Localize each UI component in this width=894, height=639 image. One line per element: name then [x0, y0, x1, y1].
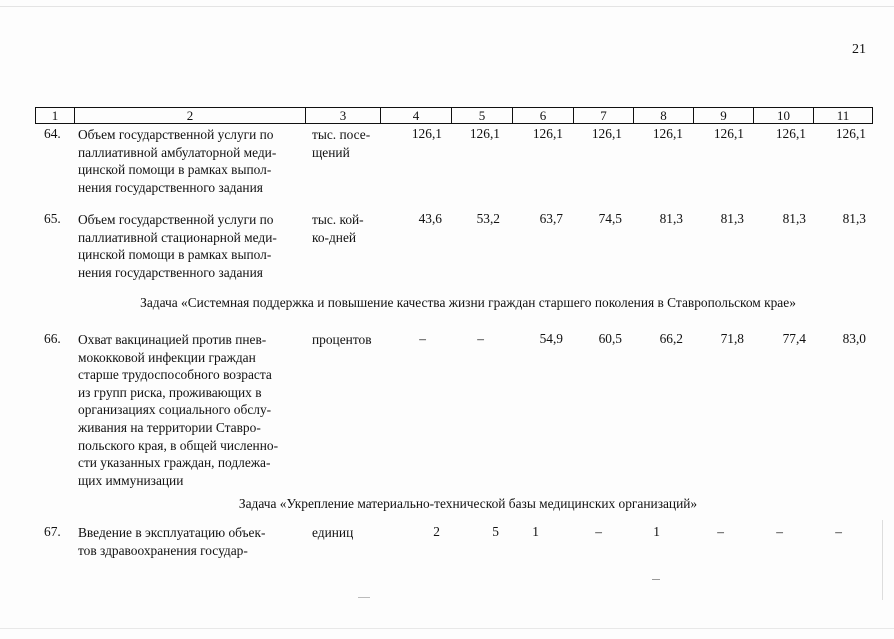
header-cell: 11: [814, 108, 873, 124]
scan-speck: [882, 520, 883, 600]
row-number: 65.: [44, 211, 61, 226]
header-cell: 4: [381, 108, 452, 124]
value-cell: 81,3: [782, 211, 806, 226]
row-unit: тыс. кой- ко-дней: [312, 212, 364, 245]
header-cell: 6: [513, 108, 574, 124]
value-cell: 2: [433, 524, 440, 539]
header-cell: 2: [75, 108, 306, 124]
value-cell: –: [595, 524, 602, 539]
value-cell: 126,1: [652, 126, 683, 141]
value-cell: 81,3: [842, 211, 866, 226]
value-cell: 74,5: [598, 211, 622, 226]
value-cell: 60,5: [598, 331, 622, 346]
value-cell: 126,1: [469, 126, 500, 141]
row-description: Введение в эксплуатацию объек- тов здравоохранения государ-: [78, 525, 266, 558]
scan-speck: [358, 597, 370, 598]
value-cell: –: [717, 524, 724, 539]
value-cell: 77,4: [782, 331, 806, 346]
value-cell: 81,3: [659, 211, 683, 226]
value-cell: 54,9: [539, 331, 563, 346]
value-cell: 71,8: [720, 331, 744, 346]
scan-speck: [0, 628, 894, 629]
page-number: 21: [852, 42, 866, 57]
value-cell: 53,2: [476, 211, 500, 226]
row-description: Объем государственной услуги по паллиативной амбулаторной меди- цинской помощи в рамках выпол- нения государственного задания: [78, 127, 277, 195]
header-cell: 5: [452, 108, 513, 124]
value-cell: 126,1: [591, 126, 622, 141]
task-heading: Задача «Системная поддержка и повышение качества жизни граждан старшего поколения в Ставропольском крае»: [140, 295, 796, 310]
value-cell: –: [477, 331, 484, 346]
value-cell: 43,6: [418, 211, 442, 226]
value-cell: 1: [532, 524, 539, 539]
row-unit: процентов: [312, 332, 372, 347]
value-cell: –: [419, 331, 426, 346]
value-cell: 63,7: [539, 211, 563, 226]
task-heading: Задача «Укрепление материально-технической базы медицинских организаций»: [238, 496, 698, 511]
value-cell: 126,1: [411, 126, 442, 141]
row-description: Объем государственной услуги по паллиативной стационарной меди- цинской помощи в рамках выпол- нения государственного задания: [78, 212, 277, 280]
value-cell: 81,3: [720, 211, 744, 226]
row-number: 67.: [44, 524, 61, 539]
value-cell: 126,1: [775, 126, 806, 141]
scan-speck: [0, 6, 894, 7]
value-cell: –: [776, 524, 783, 539]
header-cell: 7: [574, 108, 634, 124]
row-number: 66.: [44, 331, 61, 346]
header-row: [36, 108, 873, 124]
header-cell: 9: [694, 108, 754, 124]
column-header-table: [35, 107, 873, 124]
row-description: Охват вакцинацией против пнев- мококковой инфекции граждан старше трудоспособного возраста из групп риска, проживающих в организациях социального обслу- живания на территории Ставро- польского края, в общей численно- сти указанных граждан, подлежа- щих иммунизации: [78, 332, 279, 488]
header-cell: 3: [306, 108, 381, 124]
value-cell: 5: [492, 524, 499, 539]
value-cell: 126,1: [532, 126, 563, 141]
row-number: 64.: [44, 126, 61, 141]
header-cell: 1: [36, 108, 75, 124]
row-unit: единиц: [312, 525, 354, 540]
value-cell: 66,2: [659, 331, 683, 346]
value-cell: 1: [653, 524, 660, 539]
value-cell: 126,1: [835, 126, 866, 141]
row-unit: тыс. посе- щений: [312, 127, 371, 160]
value-cell: 83,0: [842, 331, 866, 346]
header-cell: 8: [634, 108, 694, 124]
value-cell: –: [835, 524, 842, 539]
scan-speck: [652, 579, 660, 580]
header-cell: 10: [754, 108, 814, 124]
value-cell: 126,1: [713, 126, 744, 141]
